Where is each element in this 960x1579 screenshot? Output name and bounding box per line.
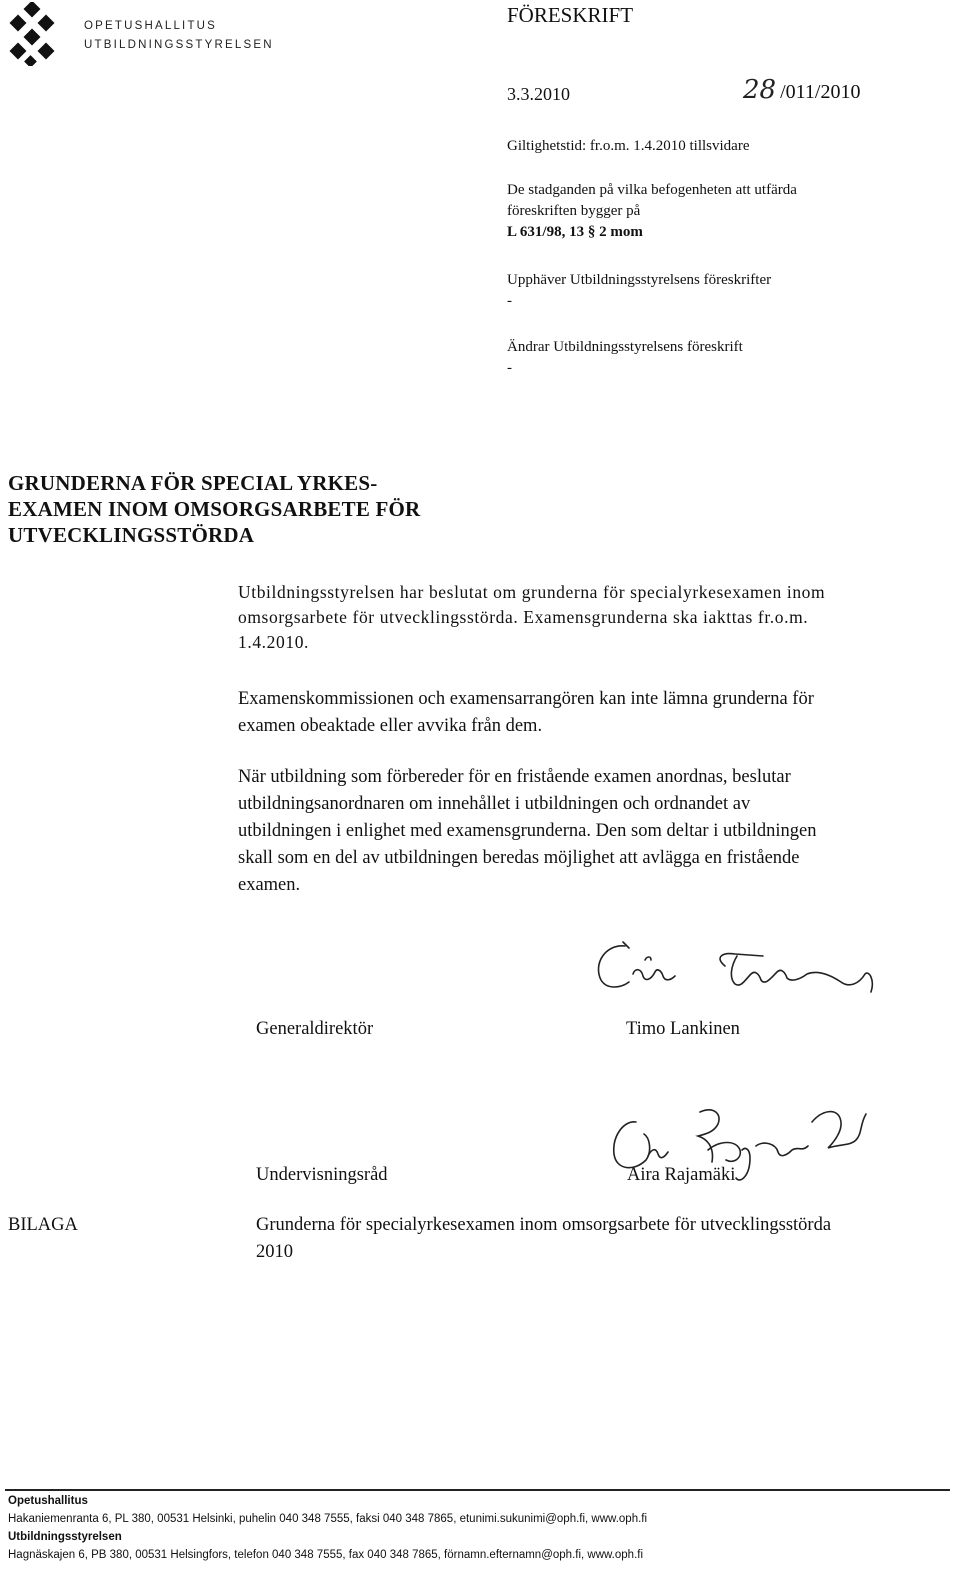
signature-name-director: Timo Lankinen (626, 1019, 740, 1039)
signature-director-handwriting (585, 930, 885, 1010)
title-line2: EXAMEN INOM OMSORGSARBETE FÖR (8, 497, 421, 521)
footer (8, 1492, 953, 1564)
signature-title-counsellor: Undervisningsråd (256, 1165, 388, 1185)
document-type: FÖRESKRIFT (507, 3, 634, 27)
validity-period: Giltighetstid: fr.o.m. 1.4.2010 tillsvidare (507, 138, 750, 154)
number-suffix: /011/2010 (780, 81, 861, 103)
repeals-section (507, 270, 771, 312)
authority-line2: föreskriften bygger på (507, 203, 641, 219)
paragraph-commission: Examenskommissionen och examensarrangören kan inte lämna grunderna för examen obeaktade eller avvika från dem. (238, 689, 814, 736)
repeals-value: - (507, 293, 512, 309)
authority-basis (507, 180, 927, 243)
amends-value: - (507, 360, 512, 376)
handwritten-number: 28 (743, 75, 777, 105)
amends-section (507, 337, 743, 379)
signature-name-counsellor: Aira Rajamäki (627, 1165, 736, 1185)
authority-law: L 631/98, 13 § 2 mom (507, 224, 643, 240)
attachment-label: BILAGA (8, 1215, 78, 1235)
footer-address-swedish: Hagnäskajen 6, PB 380, 00531 Helsingfors, telefon 040 348 7555, fax 040 348 7865, förnamn.efternamn@oph.fi, www.oph.fi (8, 1549, 644, 1561)
document-date: 3.3.2010 (507, 84, 570, 104)
document-number (743, 75, 860, 105)
amends-label: Ändrar Utbildningsstyrelsens föreskrift (507, 339, 743, 355)
logo-text-swedish: UTBILDNINGSSTYRELSEN (84, 39, 274, 51)
authority-line1: De stadganden på vilka befogenheten att utfärda (507, 182, 797, 198)
paragraph-decision: Utbildningsstyrelsen har beslutat om grunderna för specialyrkesexamen inom omsorgsarbete för utvecklingsstörda. Examensgrunderna ska iakttas fr.o.m. 1.4.2010. (238, 582, 826, 652)
footer-org-finnish: Opetushallitus (8, 1495, 88, 1507)
title-line1: GRUNDERNA FÖR SPECIAL YRKES- (8, 471, 378, 495)
logo-diamond-mark (4, 2, 68, 66)
footer-address-finnish: Hakaniemenranta 6, PL 380, 00531 Helsinki, puhelin 040 348 7555, faksi 040 348 7865, etunimi.sukunimi@oph.fi, www.oph.fi (8, 1513, 648, 1525)
document-title (8, 470, 420, 548)
attachment-description: Grunderna för specialyrkesexamen inom omsorgsarbete för utvecklingsstörda 2010 (256, 1215, 832, 1262)
footer-org-swedish: Utbildningsstyrelsen (8, 1531, 122, 1543)
footer-divider (5, 1489, 950, 1491)
title-line3: UTVECKLINGSSTÖRDA (8, 523, 255, 547)
paragraph-education: När utbildning som förbereder för en fristående examen anordnas, beslutar utbildningsanordnaren om innehållet i utbildningen och ordnandet av utbildningen i enlighet med examensgrunderna. Den som deltar i utbildningen skall som en del av utbildningen beredas möjlighet att avlägga en fristående examen. (238, 767, 817, 895)
repeals-label: Upphäver Utbildningsstyrelsens föreskrifter (507, 272, 772, 288)
signature-title-director: Generaldirektör (256, 1019, 374, 1039)
logo (4, 2, 274, 64)
logo-text-finnish: OPETUSHALLITUS (84, 20, 218, 32)
